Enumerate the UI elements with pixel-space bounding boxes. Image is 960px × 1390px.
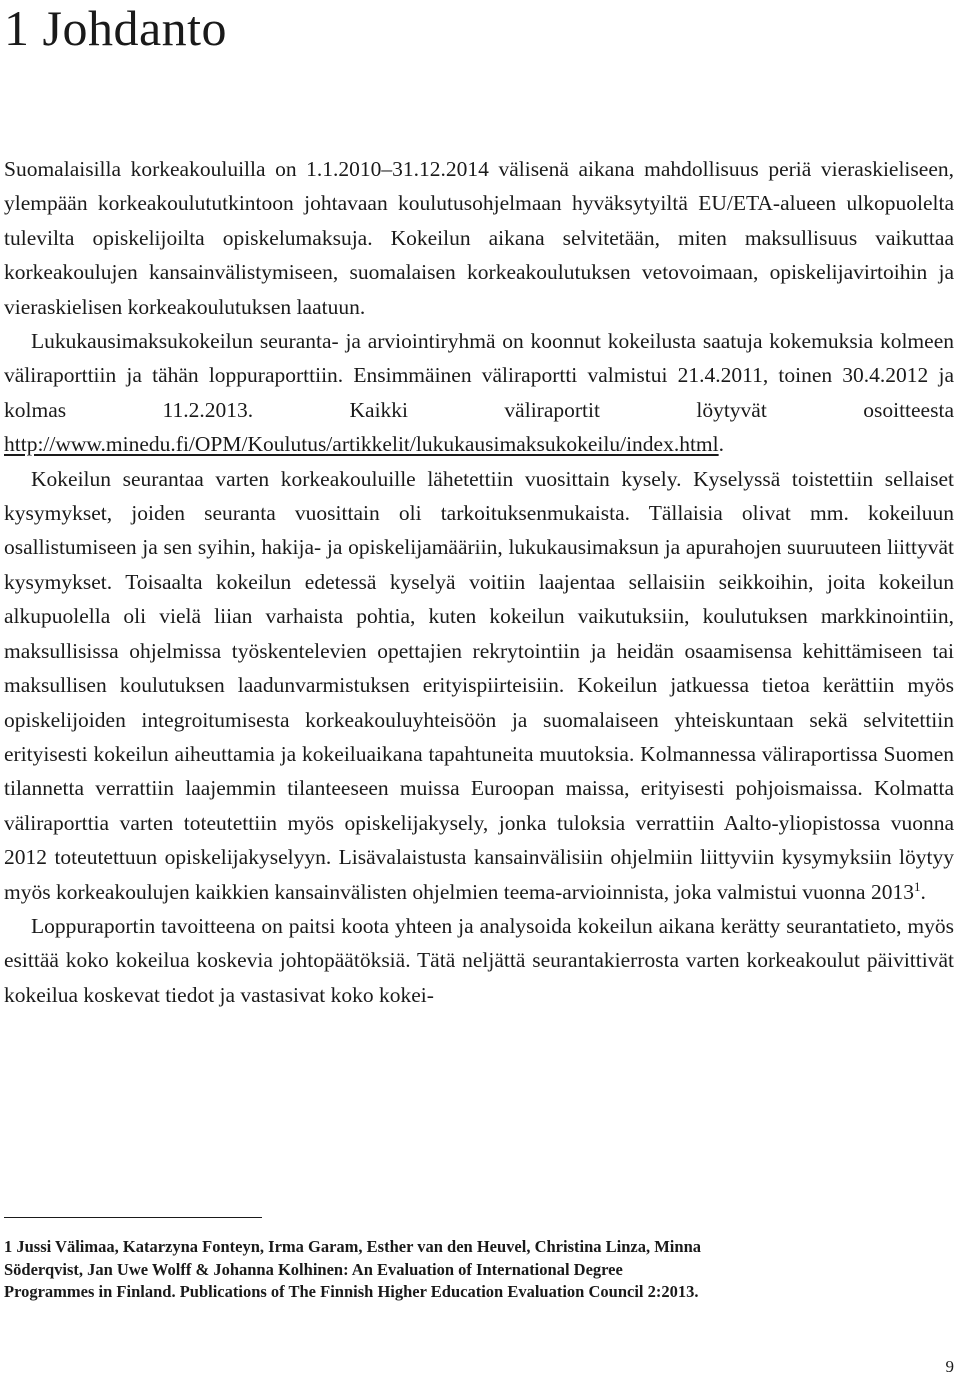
- page-number: 9: [945, 1357, 954, 1376]
- paragraph-reports: [4, 324, 954, 462]
- paragraph-reports-end: .: [718, 432, 725, 457]
- paragraph-survey: [4, 462, 954, 909]
- paragraph-final-report: Loppuraportin tavoitteena on paitsi koota yhteen ja analysoida kokeilun aikana kerätty seurantatieto, myös esittää koko kokeilua koskevia johtopäätöksiä. Tätä neljättä seurantakierrosta varten korkeakoulut päivittivät kokeilua koskevat tiedot ja vastasivat koko kokei-: [4, 913, 954, 1007]
- paragraph-intro: Suomalaisilla korkeakouluilla on 1.1.2010–31.12.2014 välisenä aikana mahdollisuus periä vieraskieliseen, ylempään korkeakoulututkintoon johtavaan koulutusohjelmaan hyväksytyiltä EU/ETA-alueen ulkopuolelta tulevilta opiskelijoilta opiskelumaksuja. Kokeilun aikana selvitetään, miten maksullisuus vaikuttaa korkeakoulujen kansainvälistymiseen, suomalaisen korkeakoulutuksen vetovoimaan, opiskelijavirtoihin ja vieraskielisen korkeakoulutuksen laatuun.: [4, 157, 954, 319]
- paragraph-survey-end: .: [920, 879, 926, 904]
- paragraph-survey-text: Kokeilun seurantaa varten korkeakouluille lähetettiin vuosittain kysely. Kyselyssä toistettiin sellaiset kysymykset, joiden seuranta vuosittain oli tarkoituksenmukaista. Tällaisia olivat mm. kokeiluun osallistumiseen ja sen syihin, hakija- ja opiskelijamääriin, lukukausimaksun ja apurahojen suuruuteen liittyvät kysymykset. Toisaalta kokeilun edetessä kyselyä voitiin laajentaa sellaisiin seikkoihin, joita kokeilun alkupuolella oli vielä liian varhaista pohtia, kuten kokeilun vaikutuksiin, koulutuksen markkinointiin, maksullisissa ohjelmissa työskentelevien opettajien rekrytointiin ja heidän osaamisensa kehittämiseen tai maksullisen koulutuksen laadunvarmistuksen erityispiirteisiin. Kokeilun jatkuessa tietoa kerättiin myös opiskelijoiden integroitumisesta korkeakouluyhteisöön ja suomalaiseen yhteiskuntaan sekä selvitettiin erityisesti kokeilun aiheuttamia ja kokeiluaikana tapahtuneita muutoksia. Kolmannessa väliraportissa Suomen tilannetta verrattiin laajemmin tilanteeseen muissa Euroopan maissa, erityisesti pohjoismaissa. Kolmatta väliraporttia varten toteutettiin myös opiskelijakysely, jonka tuloksia verrattiin Aalto-yliopistossa vuonna 2012 toteutettuun opiskelijakyselyyn. Lisävalaistusta kansainvälisiin ohjelmiin liittyviin kysymyksiin löytyy myös korkeakoulujen kaikkien kansainvälisten ohjelmien teema-arvioinnista, joka valmistui vuonna 2013: [4, 466, 954, 904]
- body-text: [4, 152, 954, 1012]
- footnote-reference: 1: [913, 878, 921, 894]
- footnote: 1 Jussi Välimaa, Katarzyna Fonteyn, Irma Garam, Esther van den Heuvel, Christina Linza, Minna Söderqvist, Jan Uwe Wolff & Johanna Kolhinen: An Evaluation of International Degree Programmes in Finland. Publications of The Finnish Higher Education Evaluation Council 2:2013.: [4, 1237, 701, 1301]
- reports-link[interactable]: http://www.minedu.fi/OPM/Koulutus/artikkelit/lukukausimaksukokeilu/index.html: [4, 432, 719, 457]
- page-title: 1 Johdanto: [4, 0, 228, 56]
- footnote-divider: [4, 1217, 262, 1218]
- paragraph-reports-text: Lukukausimaksukokeilun seuranta- ja arviointiryhmä on koonnut kokeilusta saatuja kokemuksia kolmeen väliraporttiin ja tähän loppuraporttiin. Ensimmäinen väliraportti valmistui 21.4.2011, toinen 30.4.2012 ja kolmas 11.2.2013. Kaikki väliraportit löytyvät osoitteesta: [4, 329, 954, 422]
